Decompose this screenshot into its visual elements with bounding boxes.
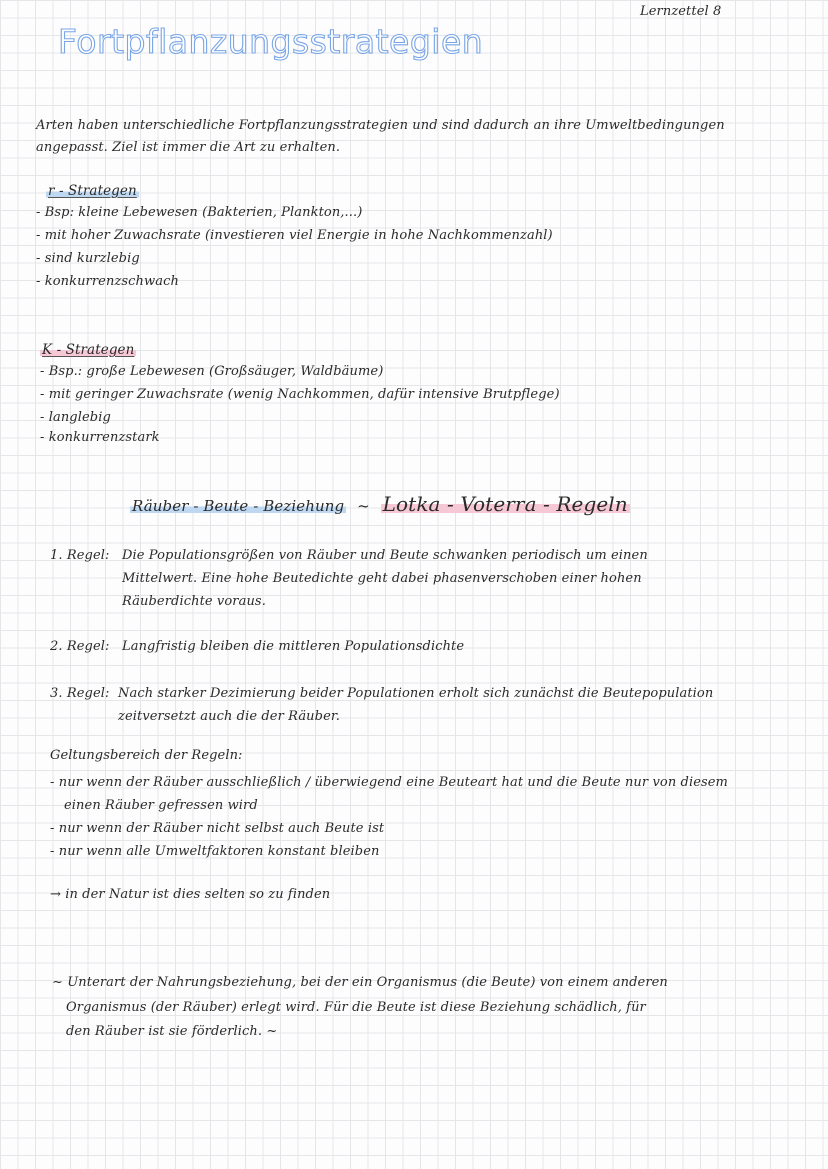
intro-line-2: angepasst. Ziel ist immer die Art zu erhalten. bbox=[36, 140, 341, 155]
definition-line: Organismus (der Räuber) erlegt wird. Für die Beute ist diese Beziehung schädlich, für bbox=[66, 1000, 646, 1015]
intro-line-1: Arten haben unterschiedliche Fortpflanzungsstrategien und sind dadurch an ihre Umweltbedingungen bbox=[36, 118, 725, 133]
k-strategen-item: - langlebig bbox=[40, 410, 111, 425]
section-heading-right: Lotka - Voterra - Regeln bbox=[382, 492, 628, 516]
r-strategen-heading bbox=[46, 183, 139, 199]
geltung-heading: Geltungsbereich der Regeln: bbox=[50, 748, 243, 763]
k-strategen-item: - konkurrenzstark bbox=[40, 430, 160, 445]
section-heading-left: Räuber - Beute - Beziehung bbox=[132, 497, 345, 515]
geltung-item: - nur wenn der Räuber nicht selbst auch Beute ist bbox=[50, 821, 385, 836]
k-strategen-heading bbox=[40, 342, 136, 358]
definition-line: ~ Unterart der Nahrungsbeziehung, bei der ein Organismus (die Beute) von einem anderen bbox=[52, 975, 668, 990]
k-strategen-item: - mit geringer Zuwachsrate (wenig Nachkommen, dafür intensive Brutpflege) bbox=[40, 387, 560, 402]
rule-2-label: 2. Regel: bbox=[50, 639, 110, 654]
rule-2-line: Langfristig bleiben die mittleren Populationsdichte bbox=[122, 639, 465, 654]
rule-3-line: zeitversetzt auch die der Räuber. bbox=[118, 709, 340, 724]
section-heading-tilde: ~ bbox=[357, 497, 370, 515]
k-strategen-heading-text: K - Strategen bbox=[42, 342, 135, 358]
r-strategen-item: - konkurrenzschwach bbox=[36, 274, 179, 289]
geltung-item: - nur wenn alle Umweltfaktoren konstant bleiben bbox=[50, 844, 380, 859]
k-strategen-item: - Bsp.: große Lebewesen (Großsäuger, Waldbäume) bbox=[40, 364, 384, 379]
page-title: Fortpflanzungsstrategien bbox=[58, 22, 484, 61]
geltung-item: - nur wenn der Räuber ausschließlich / überwiegend eine Beuteart hat und die Beute nur von diesem bbox=[50, 775, 728, 790]
r-strategen-item: - Bsp: kleine Lebewesen (Bakterien, Plankton,...) bbox=[36, 205, 363, 220]
rule-1-line: Die Populationsgrößen von Räuber und Beute schwanken periodisch um einen bbox=[122, 548, 648, 563]
note-number: Lernzettel 8 bbox=[640, 4, 722, 19]
definition-line: den Räuber ist sie förderlich. ~ bbox=[66, 1024, 278, 1039]
r-strategen-item: - sind kurzlebig bbox=[36, 251, 140, 266]
r-strategen-heading-text: r - Strategen bbox=[48, 183, 137, 199]
r-strategen-item: - mit hoher Zuwachsrate (investieren viel Energie in hohe Nachkommenzahl) bbox=[36, 228, 553, 243]
rule-3-line: Nach starker Dezimierung beider Populationen erholt sich zunächst die Beutepopulation bbox=[118, 686, 714, 701]
geltung-item: einen Räuber gefressen wird bbox=[64, 798, 258, 813]
geltung-conclusion: → in der Natur ist dies selten so zu finden bbox=[50, 887, 331, 902]
rule-3-label: 3. Regel: bbox=[50, 686, 110, 701]
rule-1-line: Räuberdichte voraus. bbox=[122, 594, 266, 609]
rule-1-line: Mittelwert. Eine hohe Beutedichte geht dabei phasenverschoben einer hohen bbox=[122, 571, 642, 586]
section-heading bbox=[130, 492, 630, 516]
rule-1-label: 1. Regel: bbox=[50, 548, 110, 563]
